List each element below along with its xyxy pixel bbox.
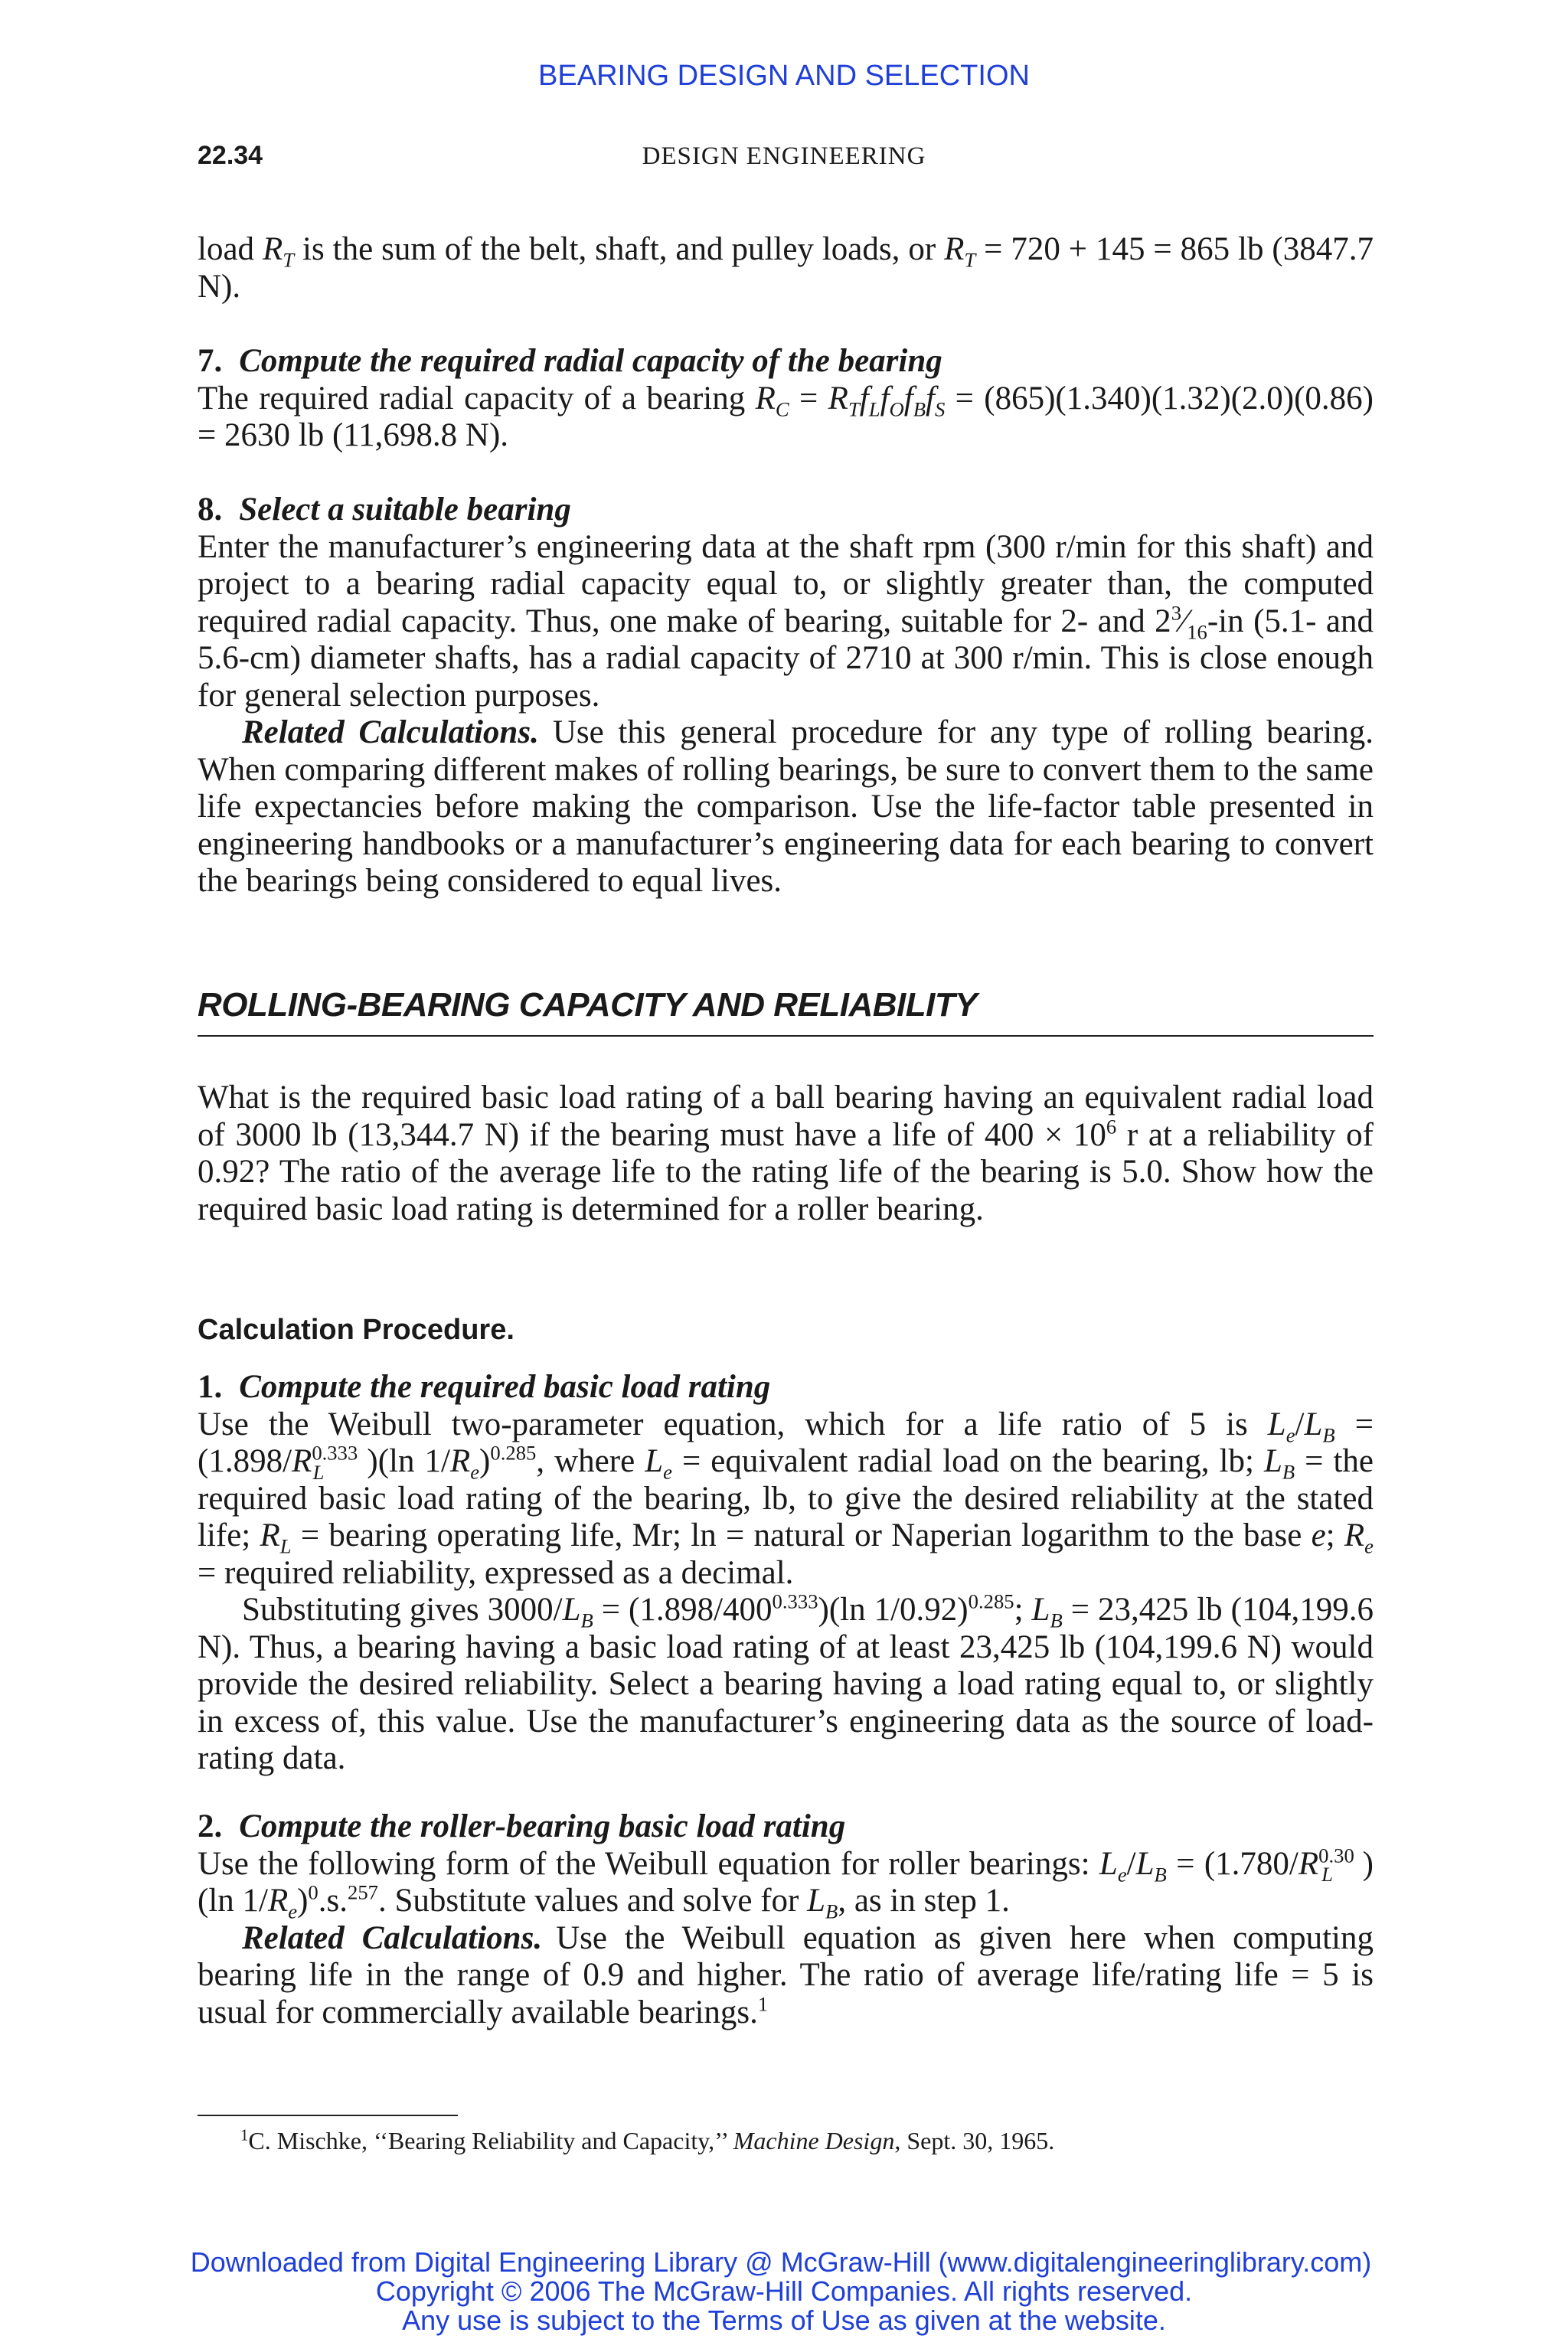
step-7 [198,343,1374,455]
top-banner[interactable]: BEARING DESIGN AND SELECTION [538,60,1030,92]
footnote-date: , Sept. 30, 1965. [894,2127,1055,2154]
step-1-text-2: Substituting gives $3000/L_B = (1.898/400^{0.333})(\ln$ 1/0.92)$^{0.285}$; $L_B = 23,425$ lb (104,199.6 N). Thus, a bearing having a basic load rating of at least 23,425 lb (104,199.6 N) would provide the desired reliability. Select a bearing having a load rating equal to, or slightly in excess of, this value. Use the manufacturer’s engineering data as the source of load-rating data. [198,1589,1374,1776]
problem-statement: What is the required basic load rating of a ball bearing having an equivalent radial load of 3000 lb (13,344.7 N) if the bearing must have a life of $400 \times 10^6$ r at a reliability of 0.92? The ratio of the average life to the rating life of the bearing is 5.0. Show how the required basic load rating is determined for a roller bearing. [198,1080,1374,1227]
footer-terms[interactable]: Any use is subject to the Terms of Use as given at the website. [402,2305,1166,2336]
intro-paragraph: load $R_T$ is the sum of the belt, shaft, and pulley loads, or $R_T = 720 + 145 = 865$ lb (3847.7 N). [198,231,1374,305]
step-8-number: 8. [198,492,223,528]
step-1-text: Use the Weibull two-parameter equation, which for a life ratio of 5 is $L_e/L_B = (1.898/R^{0.333}_L$ )(ln $1/R_e)^{0.285}$, where $L_e$ = equivalent radial load on the bearing, lb; $L_B$ = the required basic load rating of the bearing, lb, to give the desired reliability at the stated life; $R_L$ = bearing operating life, Mr; ln = natural or Naperian logarithm to the base e; $R_e$ = required reliability, expressed as a decimal. [198,1406,1374,1591]
step-2-heading: Compute the roller-bearing basic load rating [239,1808,846,1844]
step-1 [198,1369,1374,1778]
section-title: ROLLING-BEARING CAPACITY AND RELIABILITY [198,986,978,1024]
step-7-heading: Compute the required radial capacity of the bearing [239,343,942,379]
related-calculations-2: Related Calculations. Use the Weibull equation as given here when computing bearing life in the range of 0.9 and higher. The ratio of average life/rating life = 5 is usual for commercially available bearings.$^1$ [198,1919,1374,2030]
step-1-heading: Compute the required basic load rating [239,1369,771,1405]
related-1-text: Use this general procedure for any type of rolling bearing. When comparing different makes of rolling bearings, be sure to convert them to the same life expectancies before making the comparison. Use the life-factor table presented in engineering handbooks or a manufacturer’s engineering data for each bearing to convert the bearings being considered to equal lives. [198,714,1374,899]
related-1-label: Related Calculations. [242,714,539,750]
procedure-heading: Calculation Procedure. [198,1314,514,1346]
step-8 [198,492,1374,900]
footnote-journal: Machine Design [733,2127,895,2154]
related-2-label: Related Calculations. [242,1919,543,1956]
footnote-rule [198,2115,458,2116]
related-calculations-1 [198,714,1374,900]
step-8-text: Enter the manufacturer’s engineering data at the shaft rpm (300 r/min for this shaft) and project to a bearing radial capacity equal to, or slightly greater than, the computed required radial capacity. Thus, one make of bearing, suitable for 2- and $2^3⁄_{16}-in$ (5.1- and 5.6-cm) diameter shafts, has a radial capacity of 2710 at 300 r/min. This is close enough for general selection purposes. [198,528,1374,714]
step-2-text: Use the following form of the Weibull equation for roller bearings: $L_e/L_B = (1.780/R^{0.30}_L$ )(ln $1/R_e)^0.s.^{257}$. Substitute values and solve for $L_B$, as in step 1. [198,1844,1374,1923]
footnote-marker: 1 [240,2126,249,2145]
page-number: 22.34 [198,141,263,170]
step-8-heading: Select a suitable bearing [239,492,571,528]
footer-download-link[interactable]: Downloaded from Digital Engineering Library @ McGraw-Hill (www.digitalengineeringlibrary.com) [190,2246,1372,2278]
step-2 [198,1808,1374,2031]
step-7-number: 7. [198,343,223,379]
running-title: DESIGN ENGINEERING [642,142,926,170]
footer [0,2248,1568,2335]
step-1-number: 1. [198,1369,223,1405]
section-rule [198,1035,1374,1037]
footnote [240,2125,1054,2156]
step-2-number: 2. [198,1808,223,1844]
footer-copyright[interactable]: Copyright © 2006 The McGraw-Hill Companies. All rights reserved. [375,2275,1193,2307]
step-7-text: The required radial capacity of a bearing $R_C = R_Tf_Lf_Of_Bf_S = (865)(1.340)(1.32)(2.0)(0.86) = 2630$ lb (11,698.8 N). [198,380,1374,453]
footnote-text: C. Mischke, ‘‘Bearing Reliability and Capacity,’’ [248,2127,727,2154]
